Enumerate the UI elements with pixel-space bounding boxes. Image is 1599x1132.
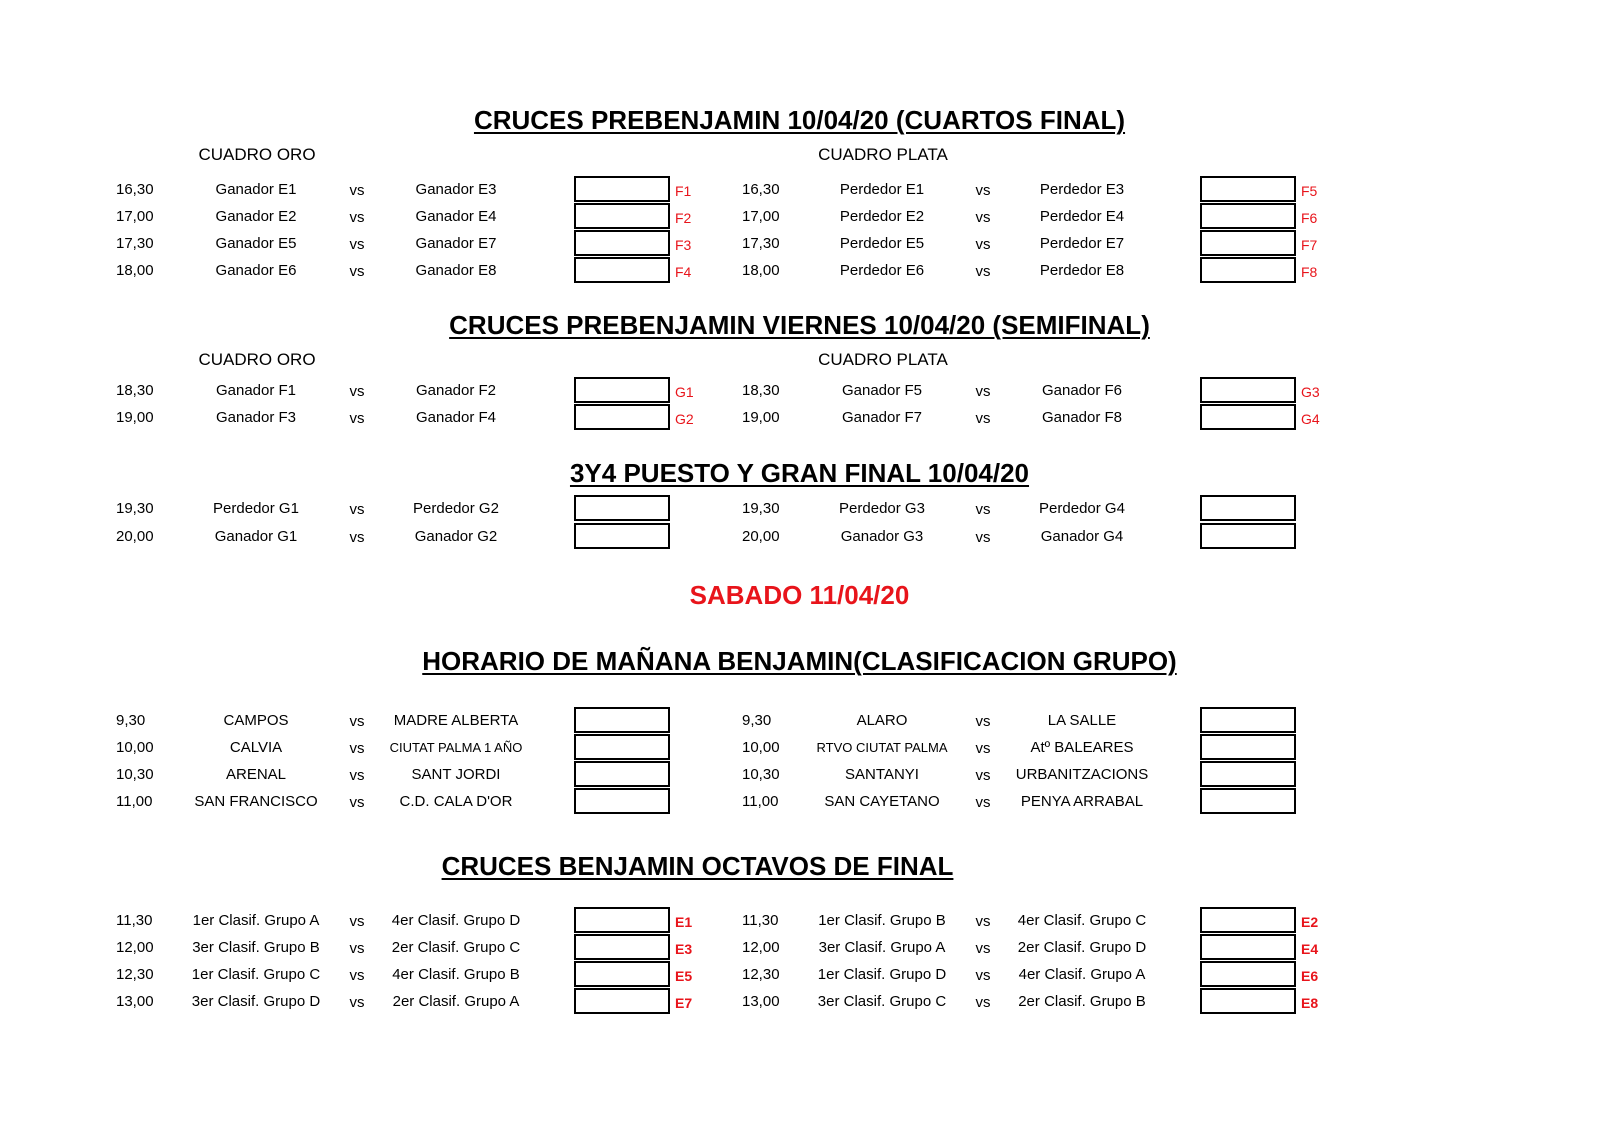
vs-label: vs [349, 383, 365, 400]
match-time: 19,30 [742, 500, 780, 517]
vs-label: vs [349, 410, 365, 427]
score-box[interactable] [574, 176, 670, 202]
section-title-sabado: SABADO 11/04/20 [689, 580, 910, 610]
home-team: SAN CAYETANO [824, 793, 940, 810]
score-box[interactable] [1200, 230, 1296, 256]
away-team: 4er Clasif. Grupo D [391, 912, 521, 929]
score-box[interactable] [1200, 377, 1296, 403]
away-team: LA SALLE [1047, 712, 1117, 729]
match-time: 12,30 [742, 966, 780, 983]
match-time: 10,30 [742, 766, 780, 783]
match-code: F3 [675, 237, 692, 253]
home-team: CALVIA [229, 739, 283, 756]
home-team: Perdedor G1 [213, 500, 299, 517]
away-team: MADRE ALBERTA [393, 712, 519, 729]
score-box[interactable] [574, 788, 670, 814]
cuadro-oro-label: CUADRO ORO [198, 145, 316, 164]
match-code: G4 [1301, 411, 1320, 427]
vs-label: vs [975, 263, 991, 280]
match-time: 13,00 [116, 993, 154, 1010]
vs-label: vs [349, 913, 365, 930]
home-team: Ganador F5 [841, 382, 923, 399]
vs-label: vs [975, 236, 991, 253]
cuadro-plata-label: CUADRO PLATA [818, 350, 948, 369]
vs-label: vs [975, 740, 991, 757]
home-team: 1er Clasif. Grupo D [817, 966, 947, 983]
home-team: 3er Clasif. Grupo A [818, 939, 946, 956]
score-box[interactable] [574, 230, 670, 256]
vs-label: vs [349, 501, 365, 518]
score-box[interactable] [1200, 934, 1296, 960]
vs-label: vs [349, 794, 365, 811]
section-title-cuartos: CRUCES PREBENJAMIN 10/04/20 (CUARTOS FINAL) [473, 105, 1126, 135]
match-time: 9,30 [116, 712, 146, 729]
match-time: 11,00 [742, 793, 779, 810]
score-box[interactable] [574, 934, 670, 960]
away-team: PENYA ARRABAL [1020, 793, 1144, 810]
vs-label: vs [349, 994, 365, 1011]
match-time: 9,30 [742, 712, 772, 729]
match-code: E8 [1301, 995, 1319, 1011]
score-box[interactable] [574, 495, 670, 521]
match-time: 10,30 [116, 766, 154, 783]
home-team: Perdedor E2 [839, 208, 925, 225]
vs-label: vs [975, 994, 991, 1011]
away-team: 4er Clasif. Grupo C [1017, 912, 1147, 929]
match-code: F5 [1301, 183, 1318, 199]
vs-label: vs [975, 713, 991, 730]
score-box[interactable] [1200, 961, 1296, 987]
home-team: RTVO CIUTAT PALMA [816, 740, 948, 755]
match-time: 11,00 [116, 793, 153, 810]
home-team: Perdedor G3 [839, 500, 925, 517]
score-box[interactable] [1200, 988, 1296, 1014]
away-team: Perdedor E8 [1039, 262, 1125, 279]
vs-label: vs [349, 967, 365, 984]
home-team: 3er Clasif. Grupo C [817, 993, 947, 1010]
home-team: Perdedor E1 [839, 181, 925, 198]
match-time: 10,00 [116, 739, 154, 756]
away-team: Perdedor G2 [413, 500, 499, 517]
match-time: 17,00 [116, 208, 154, 225]
score-box[interactable] [574, 907, 670, 933]
home-team: Ganador E1 [215, 181, 297, 198]
vs-label: vs [349, 740, 365, 757]
away-team: 4er Clasif. Grupo B [392, 966, 520, 983]
score-box[interactable] [574, 257, 670, 283]
home-team: Ganador F1 [215, 382, 297, 399]
score-box[interactable] [574, 404, 670, 430]
score-box[interactable] [1200, 495, 1296, 521]
away-team: 2er Clasif. Grupo A [392, 993, 520, 1010]
away-team: 2er Clasif. Grupo C [391, 939, 521, 956]
away-team: Ganador E7 [415, 235, 497, 252]
away-team: URBANITZACIONS [1015, 766, 1149, 783]
vs-label: vs [975, 967, 991, 984]
match-time: 18,00 [116, 262, 154, 279]
score-box[interactable] [1200, 707, 1296, 733]
match-time: 11,30 [742, 912, 779, 929]
vs-label: vs [349, 713, 365, 730]
home-team: Ganador E6 [215, 262, 297, 279]
match-time: 19,30 [116, 500, 154, 517]
match-code: F7 [1301, 237, 1318, 253]
vs-label: vs [349, 767, 365, 784]
home-team: 3er Clasif. Grupo D [191, 993, 321, 1010]
match-time: 10,00 [742, 739, 780, 756]
home-team: Ganador E2 [215, 208, 297, 225]
score-box[interactable] [574, 734, 670, 760]
home-team: 1er Clasif. Grupo C [191, 966, 321, 983]
away-team: 4er Clasif. Grupo A [1018, 966, 1146, 983]
score-box[interactable] [1200, 404, 1296, 430]
score-box[interactable] [574, 961, 670, 987]
match-time: 13,00 [742, 993, 780, 1010]
match-code: E2 [1301, 914, 1319, 930]
away-team: Ganador F6 [1041, 382, 1123, 399]
away-team: Perdedor E4 [1039, 208, 1125, 225]
match-code: E6 [1301, 968, 1319, 984]
vs-label: vs [349, 263, 365, 280]
match-time: 17,00 [742, 208, 780, 225]
match-code: F6 [1301, 210, 1318, 226]
vs-label: vs [975, 501, 991, 518]
away-team: Atº BALEARES [1030, 739, 1134, 756]
away-team: C.D. CALA D'OR [399, 793, 513, 810]
home-team: Perdedor E6 [839, 262, 925, 279]
vs-label: vs [349, 529, 365, 546]
home-team: SANTANYI [845, 766, 919, 783]
home-team: Ganador G1 [214, 528, 298, 545]
away-team: Perdedor E3 [1039, 181, 1125, 198]
score-box[interactable] [1200, 761, 1296, 787]
vs-label: vs [975, 209, 991, 226]
score-box[interactable] [574, 203, 670, 229]
match-time: 20,00 [116, 528, 154, 545]
away-team: Ganador F8 [1041, 409, 1123, 426]
match-time: 12,00 [116, 939, 154, 956]
home-team: Ganador F7 [841, 409, 923, 426]
away-team: 2er Clasif. Grupo D [1017, 939, 1147, 956]
match-time: 11,30 [116, 912, 153, 929]
away-team: Ganador E8 [415, 262, 497, 279]
away-team: Perdedor G4 [1039, 500, 1125, 517]
match-code: F1 [675, 183, 692, 199]
match-time: 18,00 [742, 262, 780, 279]
away-team: Perdedor E7 [1039, 235, 1125, 252]
away-team: Ganador F2 [415, 382, 497, 399]
match-code: F4 [675, 264, 692, 280]
score-box[interactable] [1200, 907, 1296, 933]
match-code: G3 [1301, 384, 1320, 400]
match-code: F8 [1301, 264, 1318, 280]
match-time: 19,00 [742, 409, 780, 426]
vs-label: vs [975, 767, 991, 784]
match-time: 18,30 [742, 382, 780, 399]
vs-label: vs [975, 794, 991, 811]
match-code: E7 [675, 995, 693, 1011]
section-title-final: 3Y4 PUESTO Y GRAN FINAL 10/04/20 [569, 458, 1030, 488]
score-box[interactable] [1200, 734, 1296, 760]
vs-label: vs [975, 529, 991, 546]
match-code: E5 [675, 968, 693, 984]
cuadro-plata-label: CUADRO PLATA [818, 145, 948, 164]
away-team: Ganador E4 [415, 208, 497, 225]
match-code: E4 [1301, 941, 1319, 957]
away-team: Ganador E3 [415, 181, 497, 198]
away-team: CIUTAT PALMA 1 AÑO [389, 740, 523, 755]
section-title-manana: HORARIO DE MAÑANA BENJAMIN(CLASIFICACION GRUPO) [422, 646, 1177, 676]
match-time: 16,30 [116, 181, 154, 198]
away-team: SANT JORDI [411, 766, 501, 783]
vs-label: vs [349, 940, 365, 957]
vs-label: vs [975, 410, 991, 427]
home-team: ALARO [856, 712, 908, 729]
match-code: F2 [675, 210, 692, 226]
match-time: 20,00 [742, 528, 780, 545]
home-team: ARENAL [225, 766, 287, 783]
away-team: Ganador G2 [414, 528, 498, 545]
match-time: 18,30 [116, 382, 154, 399]
section-title-semifinal: CRUCES PREBENJAMIN VIERNES 10/04/20 (SEMIFINAL) [449, 310, 1150, 340]
match-code: E3 [675, 941, 693, 957]
home-team: 3er Clasif. Grupo B [192, 939, 320, 956]
match-code: G1 [675, 384, 694, 400]
away-team: Ganador G4 [1040, 528, 1124, 545]
match-time: 17,30 [742, 235, 780, 252]
score-box[interactable] [574, 707, 670, 733]
section-title-octavos: CRUCES BENJAMIN OCTAVOS DE FINAL [441, 851, 954, 881]
vs-label: vs [975, 182, 991, 199]
score-box[interactable] [1200, 257, 1296, 283]
vs-label: vs [975, 913, 991, 930]
match-time: 12,00 [742, 939, 780, 956]
score-box[interactable] [574, 988, 670, 1014]
vs-label: vs [975, 383, 991, 400]
cuadro-oro-label: CUADRO ORO [198, 350, 316, 369]
score-box[interactable] [574, 523, 670, 549]
score-box[interactable] [574, 377, 670, 403]
vs-label: vs [349, 209, 365, 226]
score-box[interactable] [1200, 176, 1296, 202]
match-time: 19,00 [116, 409, 154, 426]
home-team: 1er Clasif. Grupo B [818, 912, 946, 929]
home-team: 1er Clasif. Grupo A [192, 912, 320, 929]
home-team: SAN FRANCISCO [194, 793, 318, 810]
score-box[interactable] [1200, 203, 1296, 229]
home-team: Ganador F3 [215, 409, 297, 426]
vs-label: vs [975, 940, 991, 957]
home-team: Ganador G3 [840, 528, 924, 545]
match-time: 16,30 [742, 181, 780, 198]
match-code: G2 [675, 411, 694, 427]
match-time: 17,30 [116, 235, 154, 252]
away-team: 2er Clasif. Grupo B [1018, 993, 1146, 1010]
vs-label: vs [349, 182, 365, 199]
score-box[interactable] [1200, 788, 1296, 814]
score-box[interactable] [1200, 523, 1296, 549]
home-team: CAMPOS [223, 712, 289, 729]
home-team: Perdedor E5 [839, 235, 925, 252]
match-code: E1 [675, 914, 693, 930]
away-team: Ganador F4 [415, 409, 497, 426]
score-box[interactable] [574, 761, 670, 787]
home-team: Ganador E5 [215, 235, 297, 252]
match-time: 12,30 [116, 966, 154, 983]
vs-label: vs [349, 236, 365, 253]
